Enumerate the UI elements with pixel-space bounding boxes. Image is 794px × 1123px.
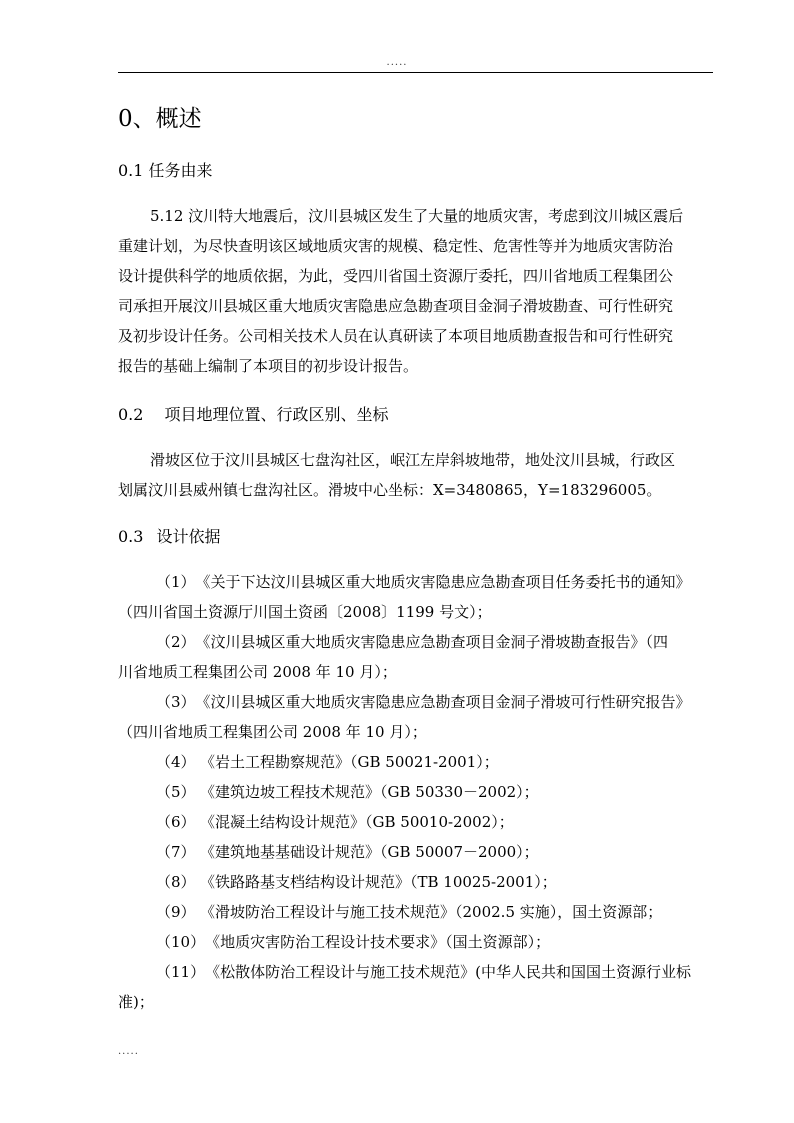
section-0-2-heading [118,404,389,426]
reference-item: （11）《松散体防治工程设计与施工技术规范》(中华人民共和国国土资源行业标 [156,963,691,981]
paragraph-line: 5.12 汶川特大地震后，汶川县城区发生了大量的地质灾害，考虑到汶川城区震后 [150,207,684,225]
reference-list [118,567,712,1017]
reference-item: （1）《关于下达汶川县城区重大地质灾害隐患应急勘查项目任务委托书的通知》 [156,573,691,591]
section-0-1-heading [118,160,213,182]
reference-item: （10）《地质灾害防治工程设计技术要求》（国土资源部）； [156,933,551,951]
reference-item: （7） 《建筑地基基础设计规范》（GB 50007－2000）； [156,843,539,861]
paragraph-line: 划属汶川县威州镇七盘沟社区。滑坡中心坐标：X=3480865，Y=183296005。 [118,481,662,499]
reference-continuation: 川省地质工程集团公司 2008 年 10 月）； [118,663,397,681]
paragraph-line: 重建计划，为尽快查明该区域地质灾害的规模、稳定性、危害性等并为地质灾害防治 [118,237,674,255]
reference-item: （5） 《建筑边坡工程技术规范》（GB 50330－2002）； [156,783,539,801]
page-header-dots: ..... [386,57,408,68]
section-0-2-title: 项目地理位置、行政区别、坐标 [164,405,389,424]
section-0-1-title: 任务由来 [148,161,213,180]
reference-item: （9） 《滑坡防治工程设计与施工技术规范》（2002.5 实施），国土资源部； [156,903,663,921]
section-0-1-paragraph [118,201,712,381]
paragraph-line: 报告的基础上编制了本项目的初步设计报告。 [118,357,419,375]
paragraph-line: 及初步设计任务。公司相关技术人员在认真研读了本项目地质勘查报告和可行性研究 [118,327,674,345]
paragraph-line: 设计提供科学的地质依据，为此，受四川省国土资源厅委托，四川省地质工程集团公 [118,267,674,285]
reference-continuation: （四川省国土资源厅川国土资函〔2008〕1199 号文）； [118,603,492,621]
paragraph-line: 司承担开展汶川县城区重大地质灾害隐患应急勘查项目金洞子滑坡勘查、可行性研究 [118,297,674,315]
section-0-2-paragraph [118,445,712,505]
section-0-2-number: 0.2 [118,405,144,424]
reference-continuation: 准)； [118,993,154,1011]
header-rule [118,72,713,73]
reference-item: （3）《汶川县城区重大地质灾害隐患应急勘查项目金洞子滑坡可行性研究报告》 [156,693,691,711]
reference-item: （8） 《铁路路基支档结构设计规范》（TB 10025-2001）； [156,873,557,891]
section-0-3-title: 设计依据 [156,527,221,546]
reference-item: （6） 《混凝土结构设计规范》（GB 50010-2002）； [156,813,514,831]
page-footer-dots: ..... [118,1046,139,1057]
reference-item: （4） 《岩土工程勘察规范》（GB 50021-2001）； [156,753,499,771]
section-0-1-number: 0.1 [118,161,144,180]
reference-item: （2）《汶川县城区重大地质灾害隐患应急勘查项目金洞子滑坡勘查报告》（四 [156,633,669,651]
section-0-3-number: 0.3 [118,527,144,546]
paragraph-line: 滑坡区位于汶川县城区七盘沟社区，岷江左岸斜坡地带，地处汶川县城，行政区 [150,451,676,469]
section-0-title: 0、概述 [118,106,202,132]
section-0-3-heading [118,526,221,548]
reference-continuation: （四川省地质工程集团公司 2008 年 10 月）； [118,723,427,741]
